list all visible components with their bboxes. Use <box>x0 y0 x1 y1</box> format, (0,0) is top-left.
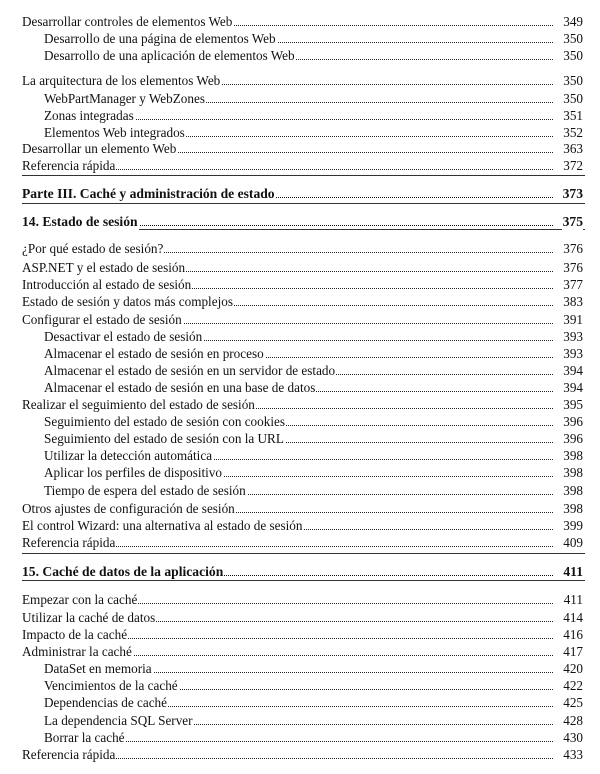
page-number: 411 <box>563 592 583 607</box>
toc-entry-title: ASP.NET y el estado de sesión <box>22 260 186 275</box>
page-number: 383 <box>563 294 583 309</box>
toc-entry-title: El control Wizard: una alternativa al estado de sesión <box>22 518 303 533</box>
toc-heading <box>0 185 600 202</box>
toc-entry <box>0 643 600 660</box>
page-number: 393 <box>563 329 583 344</box>
toc-entry-title: Elementos Web integrados <box>44 125 185 140</box>
page-number: 393 <box>563 346 583 361</box>
toc-entry-title: Referencia rápida <box>22 535 116 550</box>
toc-entry-title: 15. Caché de datos de la aplicación <box>22 564 224 579</box>
section-rule <box>22 580 585 581</box>
page-number: 398 <box>563 501 583 516</box>
toc-heading <box>0 563 600 580</box>
toc-entry <box>0 591 600 608</box>
page-number: 430 <box>563 730 583 745</box>
toc-entry-title: Impacto de la caché <box>22 627 128 642</box>
page-number: 398 <box>563 483 583 498</box>
toc-entry <box>0 500 600 517</box>
page-number: 377 <box>563 277 583 292</box>
section-rule <box>22 203 585 204</box>
toc-entry-title: Almacenar el estado de sesión en proceso <box>44 346 264 361</box>
toc-entry-title: Tiempo de espera del estado de sesión <box>44 483 246 498</box>
toc-entry-title: La dependencia SQL Server <box>44 713 193 728</box>
toc-entry-title: Seguimiento del estado de sesión con cookies <box>44 414 285 429</box>
toc-subentry <box>0 464 600 481</box>
page-number: 376 <box>563 260 583 275</box>
toc-subentry <box>0 413 600 430</box>
toc-entry-title: Desarrollo de una página de elementos Web <box>44 31 276 46</box>
toc-entry <box>0 396 600 413</box>
toc-entry-title: Referencia rápida <box>22 158 116 173</box>
toc-entry-title: Introducción al estado de sesión <box>22 277 192 292</box>
toc-heading <box>0 213 600 230</box>
page-number: 350 <box>563 48 583 63</box>
page-number: 350 <box>563 91 583 106</box>
toc-subentry <box>0 379 600 396</box>
page-number: 391 <box>563 312 583 327</box>
page-number: 409 <box>563 535 583 550</box>
toc-entry-title: Almacenar el estado de sesión en una base de datos <box>44 380 316 395</box>
toc-entry <box>0 140 600 157</box>
toc-entry <box>0 534 600 551</box>
toc-subentry <box>0 430 600 447</box>
toc-subentry <box>0 362 600 379</box>
toc-entry-title: Realizar el seguimiento del estado de sesión <box>22 397 255 412</box>
page-number: 396 <box>563 431 583 446</box>
toc-entry-title: DataSet en memoria <box>44 661 152 676</box>
toc-entry-title: Desarrollar un elemento Web <box>22 141 177 156</box>
toc-subentry <box>0 328 600 345</box>
page-number: 395 <box>563 397 583 412</box>
toc-entry <box>0 276 600 293</box>
toc-subentry <box>0 47 600 64</box>
toc-entry-title: Desarrollo de una aplicación de elementos Web <box>44 48 295 63</box>
toc-entry <box>0 72 600 89</box>
toc-entry-title: Referencia rápida <box>22 747 116 762</box>
toc-subentry <box>0 482 600 499</box>
page-number: 349 <box>563 14 583 29</box>
toc-subentry <box>0 124 600 141</box>
section-rule <box>22 553 585 554</box>
page-number: 350 <box>563 73 583 88</box>
toc-entry-title: Parte III. Caché y administración de estado <box>22 186 275 201</box>
toc-entry <box>0 517 600 534</box>
toc-entry <box>0 626 600 643</box>
toc-subentry <box>0 107 600 124</box>
section-rule <box>22 175 585 176</box>
page-number: 428 <box>563 713 583 728</box>
toc-subentry <box>0 30 600 47</box>
toc-subentry <box>0 90 600 107</box>
toc-entry-title: Utilizar la detección automática <box>44 448 213 463</box>
page-number: 394 <box>563 363 583 378</box>
toc-entry-title: Desarrollar controles de elementos Web <box>22 14 233 29</box>
page-number: 416 <box>563 627 583 642</box>
toc-subentry <box>0 660 600 677</box>
toc-entry-title: Dependencias de caché <box>44 695 168 710</box>
toc-entry-title: WebPartManager y WebZones <box>44 91 205 106</box>
page-number: 351 <box>563 108 583 123</box>
page-number: 414 <box>563 610 583 625</box>
toc-subentry <box>0 345 600 362</box>
toc-entry-title: Estado de sesión y datos más complejos <box>22 294 233 309</box>
page-number: 375 <box>562 214 583 229</box>
page-number: 411 <box>563 564 583 579</box>
toc-subentry <box>0 677 600 694</box>
toc-entry <box>0 609 600 626</box>
page-number: 396 <box>563 414 583 429</box>
toc-entry <box>0 746 600 763</box>
page-number: 422 <box>563 678 583 693</box>
toc-entry-title: Utilizar la caché de datos <box>22 610 156 625</box>
toc-entry-title: Otros ajustes de configuración de sesión <box>22 501 235 516</box>
page-number: 398 <box>563 448 583 463</box>
page-number: 372 <box>563 158 583 173</box>
page-number: 399 <box>563 518 583 533</box>
toc-entry-title: Vencimientos de la caché <box>44 678 178 693</box>
page-number: 352 <box>563 125 583 140</box>
toc-entry-title: Zonas integradas <box>44 108 134 123</box>
toc-entry <box>0 13 600 30</box>
page-number: 394 <box>563 380 583 395</box>
page-number: 425 <box>563 695 583 710</box>
toc-subentry <box>0 694 600 711</box>
toc-entry-title: Configurar el estado de sesión <box>22 312 182 327</box>
page-number: 420 <box>563 661 583 676</box>
toc-entry-title: 14. Estado de sesión <box>22 214 138 229</box>
page-number: 433 <box>563 747 583 762</box>
page-number: 376 <box>563 241 583 256</box>
toc-entry-title: Borrar la caché <box>44 730 125 745</box>
toc-subentry <box>0 447 600 464</box>
page-number: 373 <box>562 186 583 201</box>
toc-entry-title: La arquitectura de los elementos Web <box>22 73 221 88</box>
page-number: 363 <box>563 141 583 156</box>
toc-subentry <box>0 729 600 746</box>
toc-entry-title: Administrar la caché <box>22 644 132 659</box>
toc-entry-title: Almacenar el estado de sesión en un servidor de estado <box>44 363 336 378</box>
page-number: 350 <box>563 31 583 46</box>
page-number: 417 <box>563 644 583 659</box>
toc-entry-title: Seguimiento del estado de sesión con la URL <box>44 431 284 446</box>
toc-entry-title: ¿Por qué estado de sesión? <box>22 241 164 256</box>
toc-entry <box>0 259 600 276</box>
toc-entry <box>0 311 600 328</box>
toc-entry <box>0 293 600 310</box>
toc-subentry <box>0 712 600 729</box>
toc-entry-title: Empezar con la caché <box>22 592 138 607</box>
toc-entry <box>0 157 600 174</box>
toc-entry-title: Desactivar el estado de sesión <box>44 329 203 344</box>
toc-entry-title: Aplicar los perfiles de dispositivo <box>44 465 222 480</box>
page-number: 398 <box>563 465 583 480</box>
toc-entry <box>0 240 600 257</box>
